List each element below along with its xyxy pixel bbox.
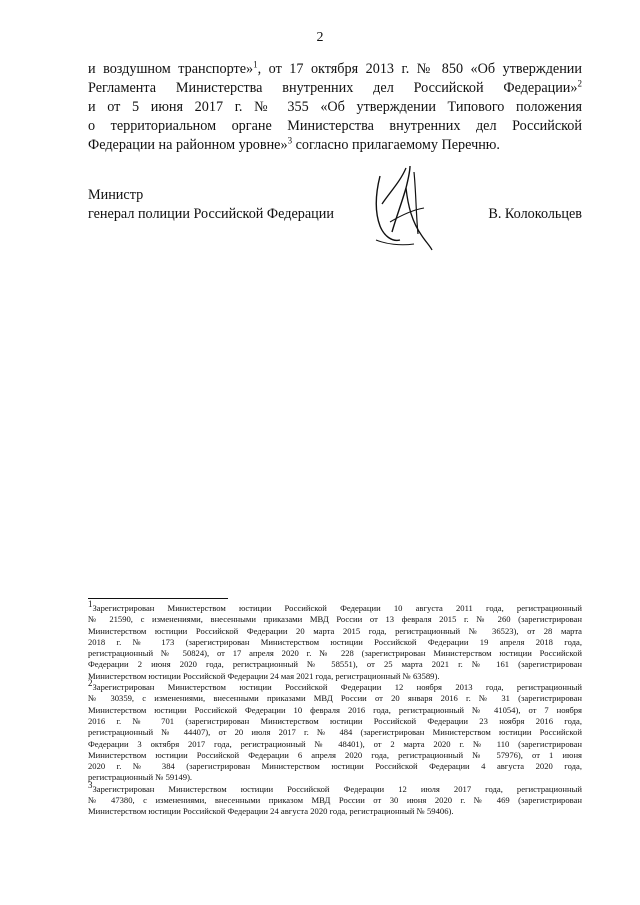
- footnote-line: $^1$Зарегистрирован Министерством юстиции Российской Федерации 10 августа 2011 года, регистрационный: [88, 599, 582, 613]
- footnote-line: $^2$Зарегистрирован Министерством юстиции Российской Федерации 12 ноября 2013 года, регистрационный: [88, 678, 582, 693]
- footnote: [88, 678, 582, 784]
- footnote-mark: 3: [88, 779, 93, 790]
- footnote-line: регистрационный № 44407), от 20 июля 2017 г. № 484 (зарегистрирован Министерством юстиции Российской: [88, 727, 582, 738]
- footnote: [88, 779, 582, 818]
- footnote: [88, 599, 582, 682]
- footnote-line: регистрационный № 50824), от 17 апреля 2020 г. № 228 (зарегистрирован Министерством юстиции Российской: [88, 648, 582, 659]
- footnote-line: Министерством юстиции Российской Федерации 24 августа 2020 года, регистрационный № 59406).: [88, 806, 454, 817]
- body-line-5: Федерации на районном уровне»$^3$ согласно прилагаемому Перечню.: [88, 135, 500, 153]
- footnote-ref-1: 1: [253, 59, 258, 70]
- footnote-line: Министерством юстиции Российской Федерации 10 февраля 2016 года, регистрационный № 41054), от 7 ноября: [88, 704, 582, 715]
- footnote-line: № 47380, с изменениями, внесенными приказом МВД России от 30 июня 2020 г. № 469 (зарегистрирован: [88, 795, 582, 806]
- body-line-2: Регламента Министерства внутренних дел Российской Федерации»$^2$: [88, 78, 582, 96]
- body-line-4: о территориальном органе Министерства внутренних дел Российской: [88, 118, 582, 134]
- signatory-name: В. Колокольцев: [488, 206, 582, 222]
- footnote-line: № 30359, с изменениями, внесенными приказами МВД России от 20 января 2016 г. № 31 (зарегистрирован: [88, 693, 582, 704]
- footnote-line: Федерации 2 июня 2020 года, регистрационный № 58551), от 25 марта 2021 г. № 161 (зарегистрирован: [88, 659, 582, 670]
- signatory-title: [88, 186, 334, 224]
- footnote-line: Федерации 3 октября 2017 года, регистрационный № 48401), от 2 марта 2020 г. № 110 (зарегистрирован: [88, 738, 582, 749]
- handwritten-signature: [370, 162, 436, 254]
- page-number: 2: [316, 30, 324, 45]
- signatory-rank: генерал полиции Российской Федерации: [88, 206, 334, 222]
- signatory-position: Министр: [88, 187, 144, 203]
- footnote-line: № 21590, с изменениями, внесенными приказами МВД России от 13 февраля 2015 г. № 260 (зарегистрирован: [88, 614, 582, 625]
- footnote-line: 2018 г. № 173 (зарегистрирован Министерством юстиции Российской Федерации 19 апреля 2018 года,: [88, 636, 582, 647]
- footnote-separator: [88, 598, 228, 599]
- footnote-ref-3: 3: [287, 135, 293, 146]
- footnote-line: 2020 г. № 384 (зарегистрирован Министерством юстиции Российской Федерации 4 августа 2020 года,: [88, 761, 582, 772]
- footnote-line: 2016 г. № 701 (зарегистрирован Министерством юстиции Российской Федерации 23 ноября 2016 года,: [88, 715, 582, 726]
- body-line-1: и воздушном транспорте»$^1$, от 17 октября 2013 г. № 850 «Об утверждении: [88, 59, 582, 77]
- body-paragraph: [88, 60, 582, 155]
- footnote-mark: 2: [88, 678, 93, 689]
- footnote-mark: 1: [88, 599, 93, 610]
- footnotes: [88, 599, 582, 818]
- footnote-line: Министерством юстиции Российской Федерации 24 мая 2021 года, регистрационный № 63589).: [88, 670, 440, 681]
- footnote-line: регистрационный № 59149).: [88, 772, 193, 783]
- body-line-3: и от 5 июня 2017 г. № 355 «Об утверждении Типового положения: [88, 99, 582, 115]
- footnote-line: Министерством юстиции Российской Федерации 6 апреля 2020 года, регистрационный № 57976), от 1 июня: [88, 749, 582, 760]
- footnote-line: Министерством юстиции Российской Федерации 20 марта 2015 года, регистрационный № 36523), от 28 марта: [88, 625, 582, 636]
- footnote-ref-2: 2: [577, 78, 582, 89]
- footnote-line: $^3$Зарегистрирован Министерством юстиции Российской Федерации 12 июля 2017 года, регистрационный: [88, 779, 582, 794]
